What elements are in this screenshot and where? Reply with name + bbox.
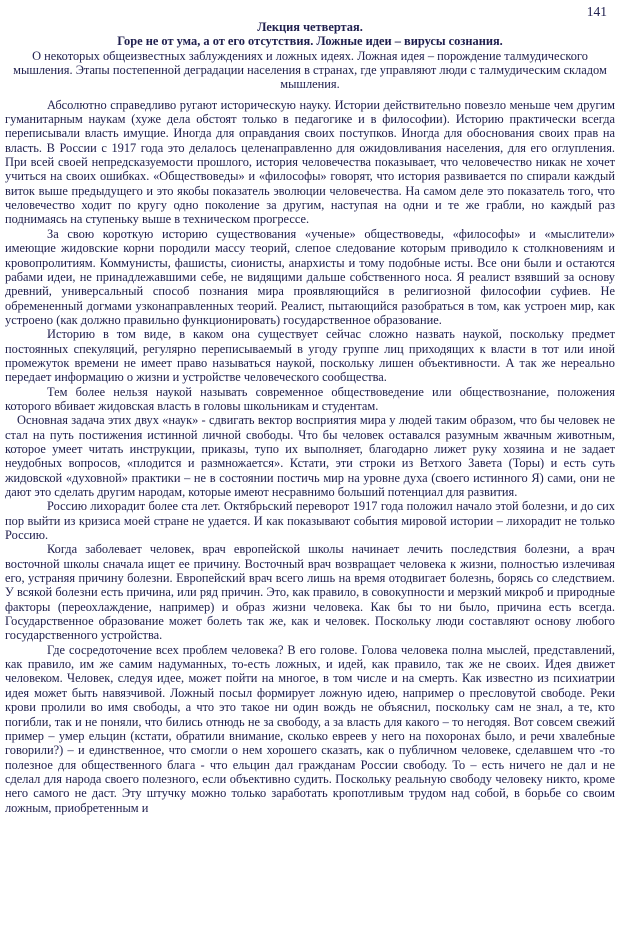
- paragraph-2: За свою короткую историю существования «ученые» обществоведы, «философы» и «мыслители» имеющие жидовские корни породили массу теорий, слепое следование которым приводило к столкновениям и кровопролитиям. Коммунисты, фашисты, сионисты, анархисты и тому подобные исты. Все они были и остаются рабами идеи, не принадлежавшими себе, не видящими дальше собственного носа. Я реалист взявший за основу древний, универсальный способ познания мира проявляющийся в религиозной философии суфиев. Не обремененный догмами узконаправленных теорий. Реалист, пытающийся разобраться в том, как устроен мир, как устроено (как должно правильно функционировать) государственное образование.: [5, 226, 615, 327]
- paragraph-8: Где сосредоточение всех проблем человека? В его голове. Голова человека полна мыслей, представлений, как правило, им же самим надуманных, то-есть ложных, и идей, как правило, так же не своих. Идея движет человеком. Человек, следуя идее, может пойти на многое, в том числе и на смерть. Как известно из психиатрии идея может быть навязчивой. Ложный посыл формирует ложную идею, например о пресловутой свободе. Реки крови пролили во имя свободы, а что это такое ни один вождь не объяснил, поскольку сам не знал, а те, кто погибли, так и не поняли, что бились отнюдь не за свободу, а за власть для какого – то негодяя. Вот совсем свежий пример – умер ельцин (кстати, обратили внимание, сколько евреев у него на похоронах было, и речи хвалебные говорили?) – и единственное, что смогли о нем хорошего сказать, как о публичном человеке, сделавшем что -то полезное для общественного блага - что ельцин дал гражданам России свободу. То – есть ничего не дал и не сделал для народа своего полезного, если объективно судить. Поскольку реальную свободу человеку никто, кроме него самого не даст. Эту штучку можно только заработать кропотливым трудом над собой, в борьбе со своим ложным, приобретенным и: [5, 642, 615, 815]
- paragraph-7: Когда заболевает человек, врач европейской школы начинает лечить последствия болезни, а врач восточной школы сначала ищет ее причину. Восточный врач возвращает человека к жизни, полностью излечивая его, устраняя причину болезни. Европейский врач всего лишь на время отодвигает болезнь, борясь со следствием. У всякой болезни есть причина, или ряд причин. Это, как правило, в совокупности и мерзкий микроб и природные факторы (переохлаждение, например) и образ жизни человека. Как бы то ни было, причина есть всегда. Государственное образование может болеть так же, как и человек. Поскольку люди составляют основу любого государственного устройства.: [5, 542, 615, 643]
- lecture-abstract: О некоторых общеизвестных заблуждениях и ложных идеях. Ложная идея – порождение талмудического мышления. Этапы постепенной деградации населения в странах, где управляют люди с талмудическим складом мышления.: [13, 48, 607, 92]
- paragraph-4: Тем более нельзя наукой называть современное обществоведение или обществознание, положения которого вбивает жидовская власть в головы школьникам и студентам.: [5, 384, 615, 413]
- page-number: 141: [586, 4, 607, 19]
- paragraph-3: Историю в том виде, в каком она существует сейчас сложно назвать наукой, поскольку предмет постоянных спекуляций, регулярно переписываемый в угоду группе лиц приходящих к власти в тот или иной промежуток времени не имеет право называться наукой, поскольку лишен объективности. А так же нереально передает информацию о жизни и устройстве человеческого сообщества.: [5, 327, 615, 385]
- paragraph-1: Абсолютно справедливо ругают историческую науку. Истории действительно повезло меньше чем другим гуманитарным наукам (хуже дела обстоят только в педагогике и в философии). Историю практически всегда переписывали власть имущие. Иногда для оправдания своих поступков. Иногда для обоснования своих прав на власть. В России с 1917 года это делалось целенаправленно для ожидовливания населения, для его оглупления. При всей своей непредсказуемости прошлого, история человечества показывает, что человечество никак не хочет учиться на своих ошибках. «Обществоведы» и «философы» говорят, что история развивается по спирали каждый виток выше предыдущего и это якобы показатель эволюции человечества. На самом деле это показатель того, что человечество ходит по кругу одно поколение за другим, наступая на одни и те же грабли, но каждый раз поднимаясь на ступеньку выше в техническом прогрессе.: [5, 97, 615, 227]
- lecture-heading: Горе не от ума, а от его отсутствия. Ложные идеи – вирусы сознания.: [117, 34, 503, 49]
- paragraph-5: Основная задача этих двух «наук» - сдвигать вектор восприятия мира у людей таким образом, что бы человек не стал на путь постижения истинной личной свободы. Что бы человек оставался разумным жвачным животным, которое умеет читать инструкции, приказы, тупо их выполняет, благодарно лижет руку хозяина и не задает неудобных вопросов, «плодится и размножается». Кстати, эти строки из Ветхого Завета (Торы) и есть суть жидовской «духовной» практики – не в состоянии постичь мир на уровне духа (своего истинного Я) сами, они не дают это сделать другим народам, которые имеют несравнимо больший потенциал для развития.: [5, 413, 615, 499]
- paragraph-6: Россию лихорадит более ста лет. Октябрьский переворот 1917 года положил начало этой болезни, и до сих пор выйти из кризиса моей стране не удается. И как показывают события мировой истории – лихорадит не только Россию.: [5, 499, 615, 543]
- lecture-title: Лекция четвертая.: [257, 20, 363, 34]
